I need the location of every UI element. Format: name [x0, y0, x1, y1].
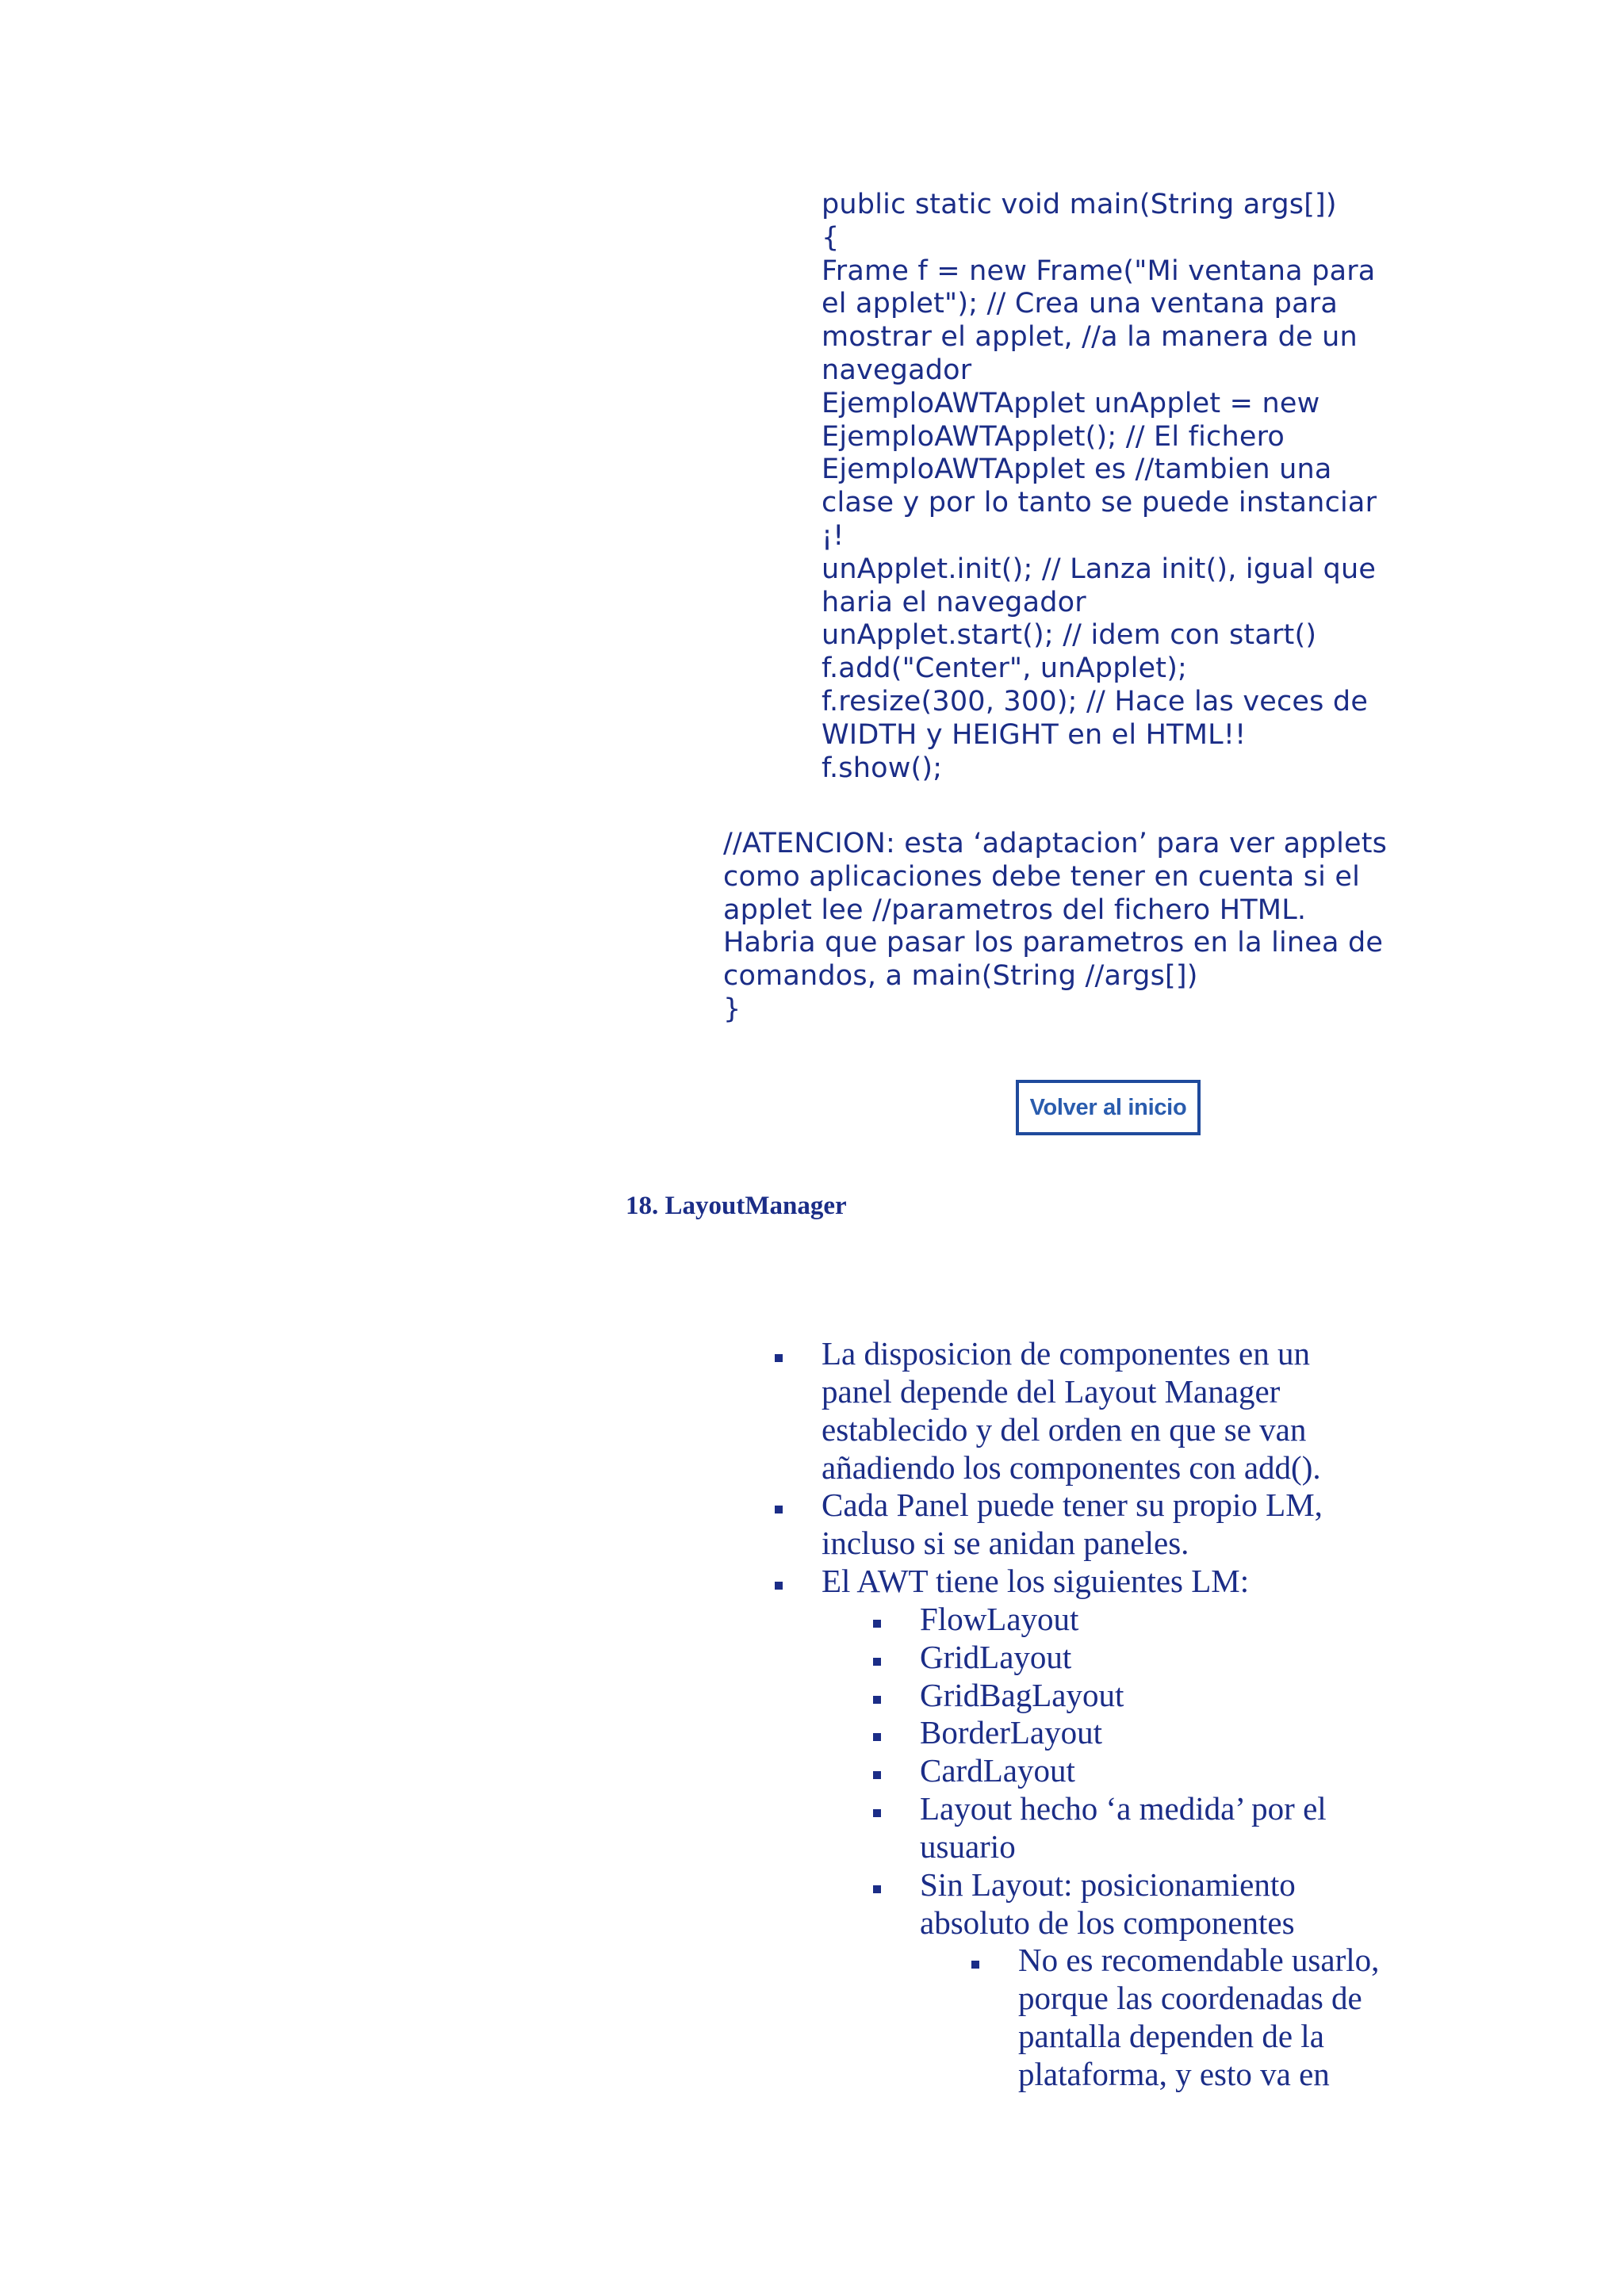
- list-item-line: Layout hecho ‘a medida’ por el: [920, 1790, 1327, 1827]
- list-item-line: Sin Layout: posicionamiento: [920, 1866, 1296, 1903]
- list-item-line: BorderLayout: [920, 1714, 1102, 1751]
- bullet-square-icon: [775, 1354, 783, 1362]
- code-line: public static void main(String args[]): [822, 189, 1337, 220]
- bullet-square-icon: [873, 1733, 881, 1741]
- bullet-square-icon: [873, 1620, 881, 1628]
- bullet-square-icon: [873, 1771, 881, 1779]
- section-heading: 18. LayoutManager: [626, 1192, 847, 1220]
- list-item-line: La disposicion de componentes en un: [822, 1335, 1311, 1372]
- bullet-square-icon: [873, 1696, 881, 1704]
- list-item-line: El AWT tiene los siguientes LM:: [822, 1563, 1250, 1599]
- list-item-line: CardLayout: [920, 1752, 1075, 1789]
- note-line: comandos, a main(String //args[]): [723, 960, 1198, 993]
- list-item-line: GridLayout: [920, 1639, 1072, 1675]
- bullet-square-icon: [775, 1506, 783, 1513]
- list-item-line: pantalla dependen de la: [1018, 2018, 1324, 2054]
- list-item-line: panel depende del Layout Manager: [822, 1373, 1281, 1410]
- code-line: Frame f = new Frame("Mi ventana para: [822, 254, 1376, 287]
- back-to-start-button[interactable]: [1016, 1080, 1201, 1135]
- note-line: Habria que pasar los parametros en la linea de: [723, 927, 1384, 959]
- back-to-start-label: Volver al inicio: [1029, 1094, 1187, 1120]
- note-line: }: [723, 993, 741, 1025]
- bullet-square-icon: [873, 1809, 881, 1817]
- list-item-line: FlowLayout: [920, 1601, 1079, 1637]
- bullet-square-icon: [971, 1961, 979, 1969]
- list-item-line: Cada Panel puede tener su propio LM,: [822, 1487, 1323, 1523]
- list-item-line: plataforma, y esto va en: [1018, 2056, 1330, 2092]
- code-line: f.resize(300, 300); // Hace las veces de: [822, 685, 1369, 718]
- note-line: como aplicaciones debe tener en cuenta si el: [723, 860, 1361, 893]
- code-line: WIDTH y HEIGHT en el HTML!!: [822, 718, 1247, 751]
- code-line: f.add("Center", unApplet);: [822, 652, 1188, 685]
- note-line: //ATENCION: esta ‘adaptacion’ para ver applets: [723, 828, 1388, 859]
- code-line: unApplet.init(); // Lanza init(), igual que: [822, 553, 1377, 585]
- code-line: el applet"); // Crea una ventana para: [822, 288, 1338, 320]
- list-item-line: No es recomendable usarlo,: [1018, 1942, 1380, 1978]
- code-line: navegador: [822, 354, 972, 386]
- code-listing: [822, 189, 1408, 785]
- code-line: EjemploAWTApplet unApplet = new: [822, 387, 1320, 419]
- note-line: applet lee //parametros del fichero HTML.: [723, 894, 1307, 926]
- list-item-line: absoluto de los componentes: [920, 1904, 1295, 1941]
- list-item-line: establecido y del orden en que se van: [822, 1411, 1307, 1448]
- list-item-line: añadiendo los componentes con add().: [822, 1449, 1321, 1486]
- code-line: {: [822, 221, 840, 254]
- code-line: haria el navegador: [822, 586, 1086, 618]
- code-line: ¡!: [822, 519, 845, 552]
- code-line: f.show();: [822, 752, 943, 784]
- bullet-square-icon: [873, 1658, 881, 1666]
- attention-note: [723, 828, 1421, 1027]
- code-line: mostrar el applet, //a la manera de un: [822, 321, 1358, 354]
- list-item-line: usuario: [920, 1828, 1016, 1865]
- code-line: unApplet.start(); // idem con start(): [822, 619, 1317, 652]
- code-line: EjemploAWTApplet es //tambien una: [822, 453, 1332, 486]
- code-line: EjemploAWTApplet(); // El fichero: [822, 420, 1285, 453]
- list-item-line: GridBagLayout: [920, 1677, 1124, 1713]
- list-item-line: porque las coordenadas de: [1018, 1980, 1362, 2016]
- code-line: clase y por lo tanto se puede instanciar: [822, 487, 1377, 519]
- list-item-line: incluso si se anidan paneles.: [822, 1525, 1189, 1561]
- bullet-square-icon: [775, 1582, 783, 1590]
- bullet-square-icon: [873, 1885, 881, 1893]
